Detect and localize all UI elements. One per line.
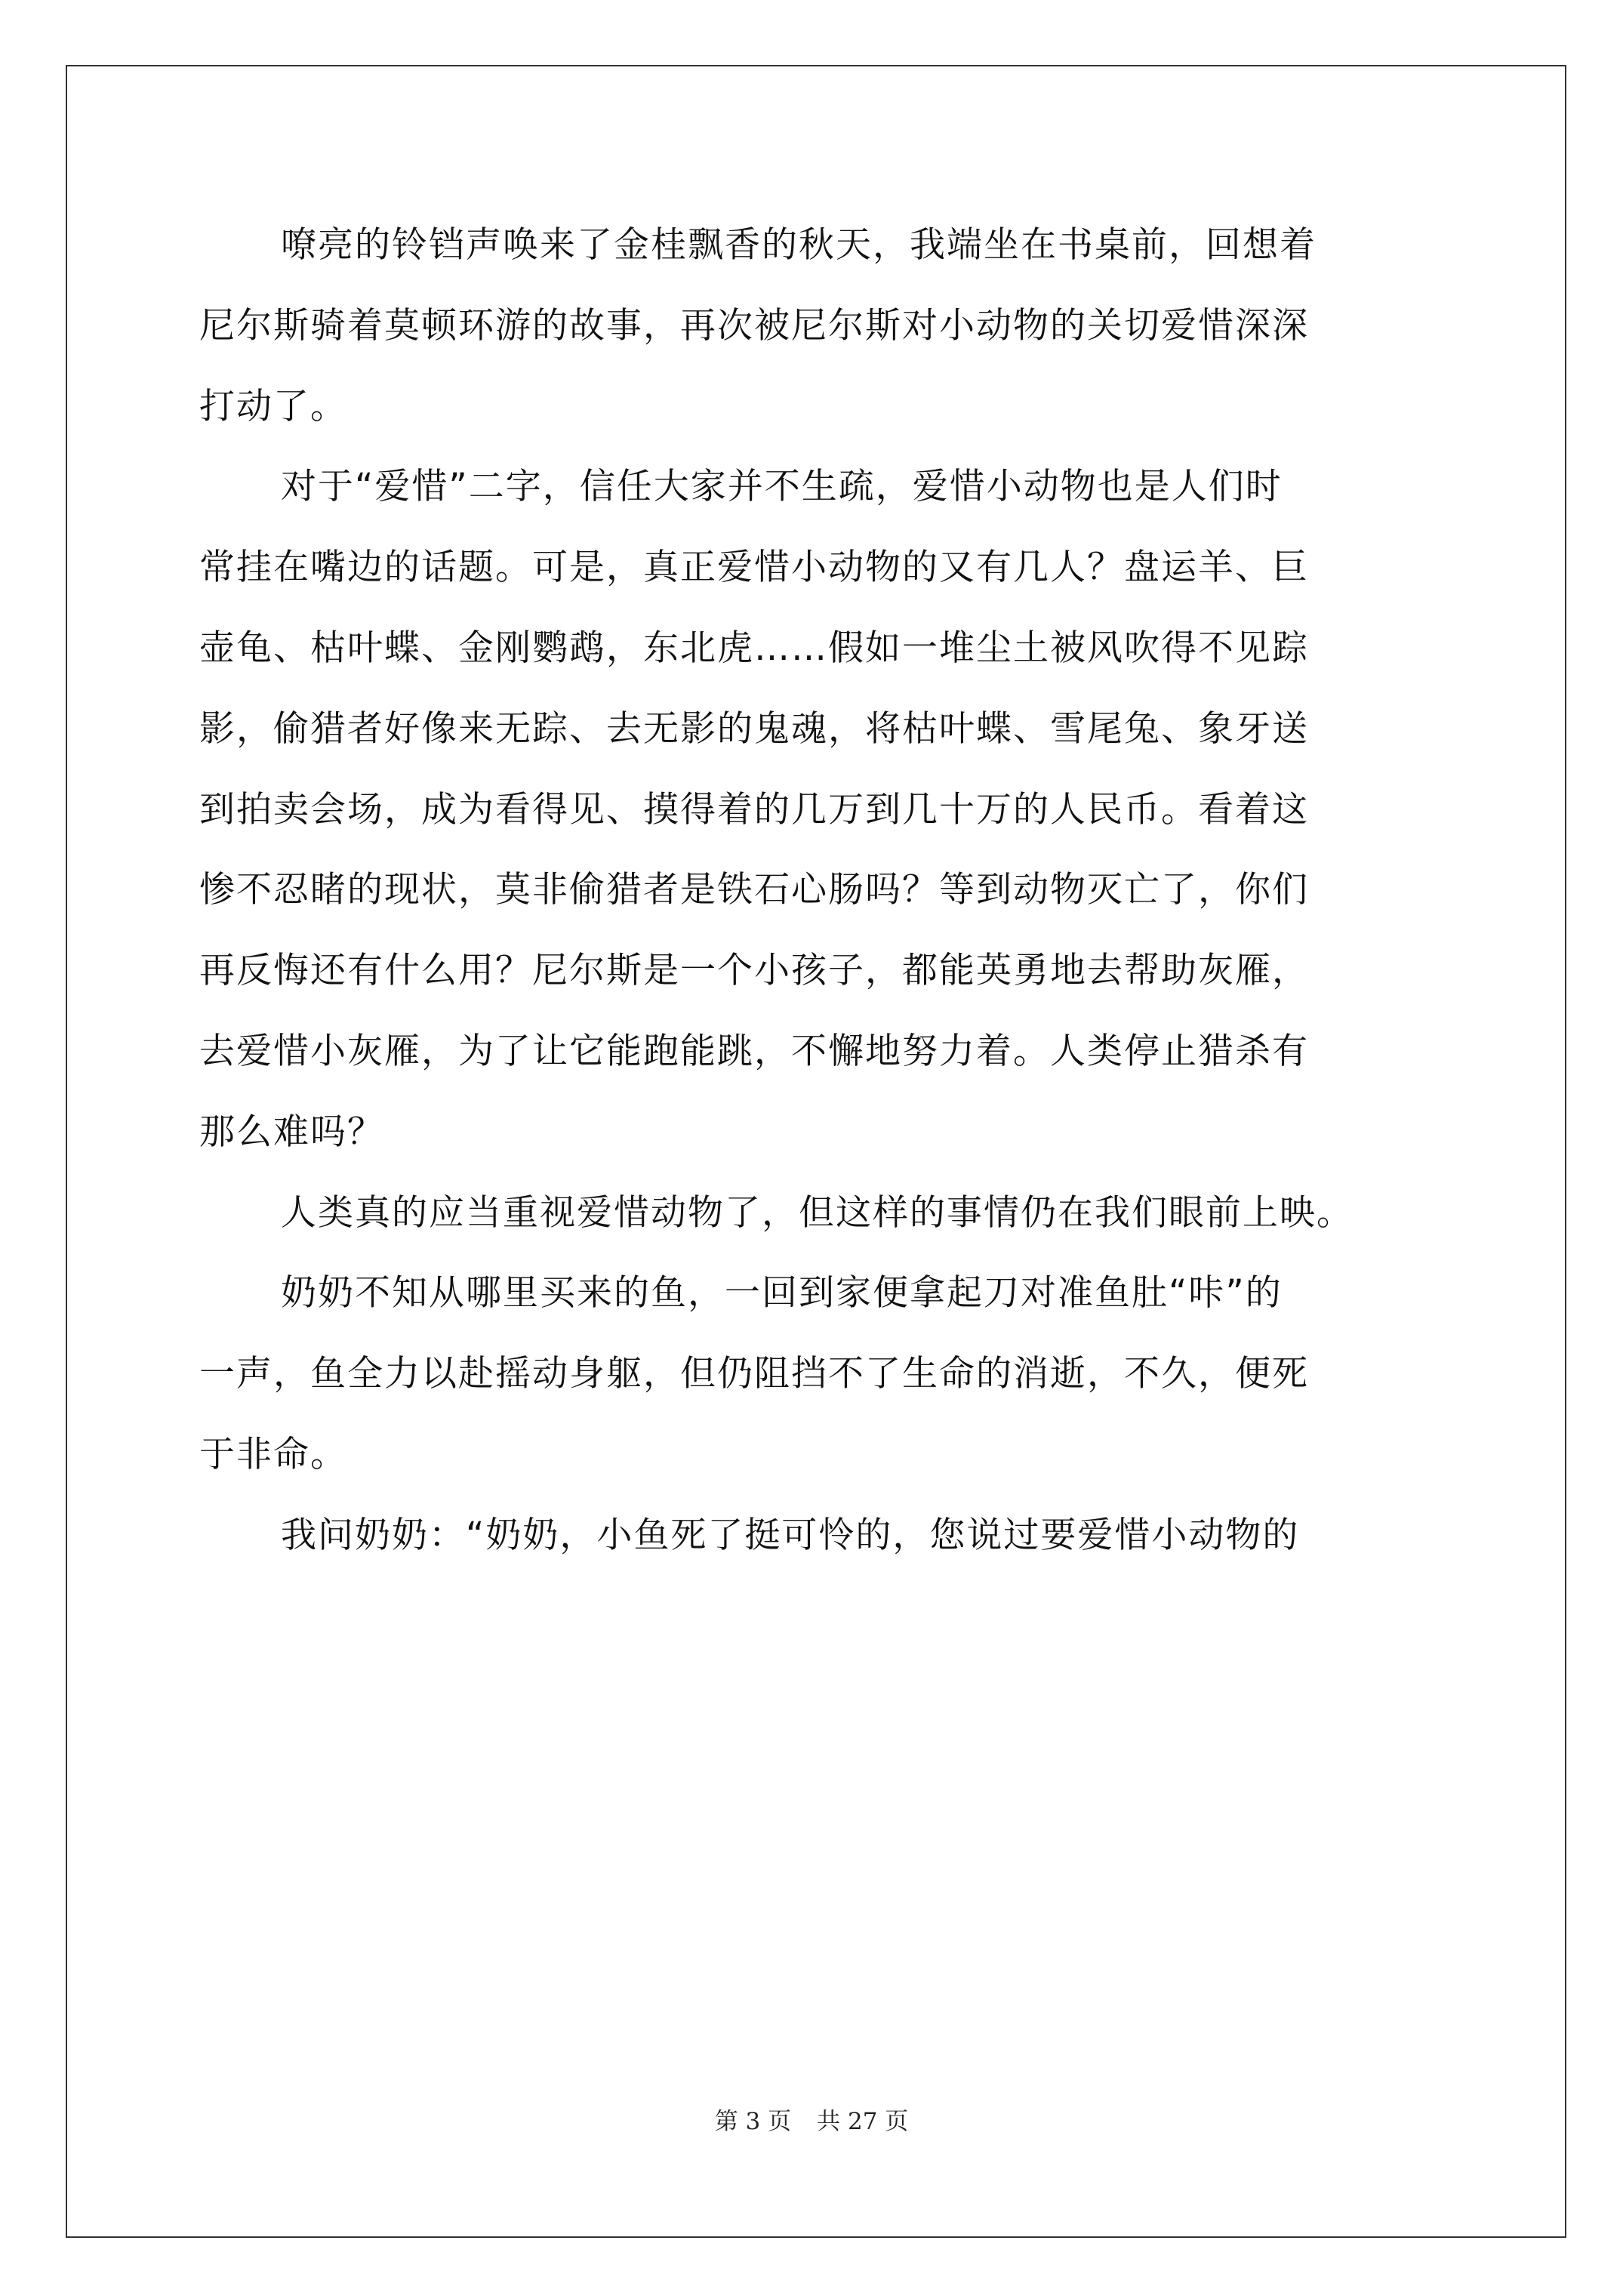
- text-line: 对于“爱惜”二字，信任大家并不生疏，爱惜小动物也是人们时: [281, 466, 1283, 508]
- text-line: 打动了。: [199, 385, 347, 427]
- page-footer: [0, 2102, 1623, 2136]
- text-line: 到拍卖会场，成为看得见、摸得着的几万到几十万的人民币。看着这: [199, 788, 1309, 831]
- page-number: 第 3 页: [714, 2108, 792, 2135]
- text-line: 那么难吗？: [199, 1111, 384, 1153]
- text-line: 我问奶奶：“奶奶，小鱼死了挺可怜的，您说过要爱惜小动物的: [281, 1514, 1300, 1556]
- text-line: 壶龟、枯叶蝶、金刚鹦鹉，东北虎……假如一堆尘土被风吹得不见踪: [199, 627, 1309, 669]
- text-line: 影，偷猎者好像来无踪、去无影的鬼魂，将枯叶蝶、雪尾兔、象牙送: [199, 707, 1309, 750]
- text-line: 一声，鱼全力以赴摇动身躯，但仍阻挡不了生命的消逝，不久，便死: [199, 1353, 1309, 1395]
- text-line: 惨不忍睹的现状，莫非偷猎者是铁石心肠吗？等到动物灭亡了，你们: [199, 869, 1309, 911]
- text-line: 尼尔斯骑着莫顿环游的故事，再次被尼尔斯对小动物的关切爱惜深深: [199, 304, 1309, 347]
- text-line: 于非命。: [199, 1434, 347, 1475]
- text-line: 去爱惜小灰雁，为了让它能跑能跳，不懈地努力着。人类停止猎杀有: [199, 1031, 1309, 1072]
- text-line: 人类真的应当重视爱惜动物了，但这样的事情仍在我们眼前上映。: [281, 1191, 1354, 1234]
- page-total: 共 27 页: [817, 2108, 909, 2135]
- text-line: 嘹亮的铃铛声唤来了金桂飘香的秋天，我端坐在书桌前，回想着: [281, 224, 1317, 266]
- text-line: 再反悔还有什么用？尼尔斯是一个小孩子，都能英勇地去帮助灰雁，: [199, 950, 1309, 992]
- text-line: 奶奶不知从哪里买来的鱼，一回到家便拿起刀对准鱼肚“咔”的: [281, 1272, 1283, 1314]
- text-line: 常挂在嘴边的话题。可是，真正爱惜小动物的又有几人？盘运羊、巨: [199, 547, 1309, 589]
